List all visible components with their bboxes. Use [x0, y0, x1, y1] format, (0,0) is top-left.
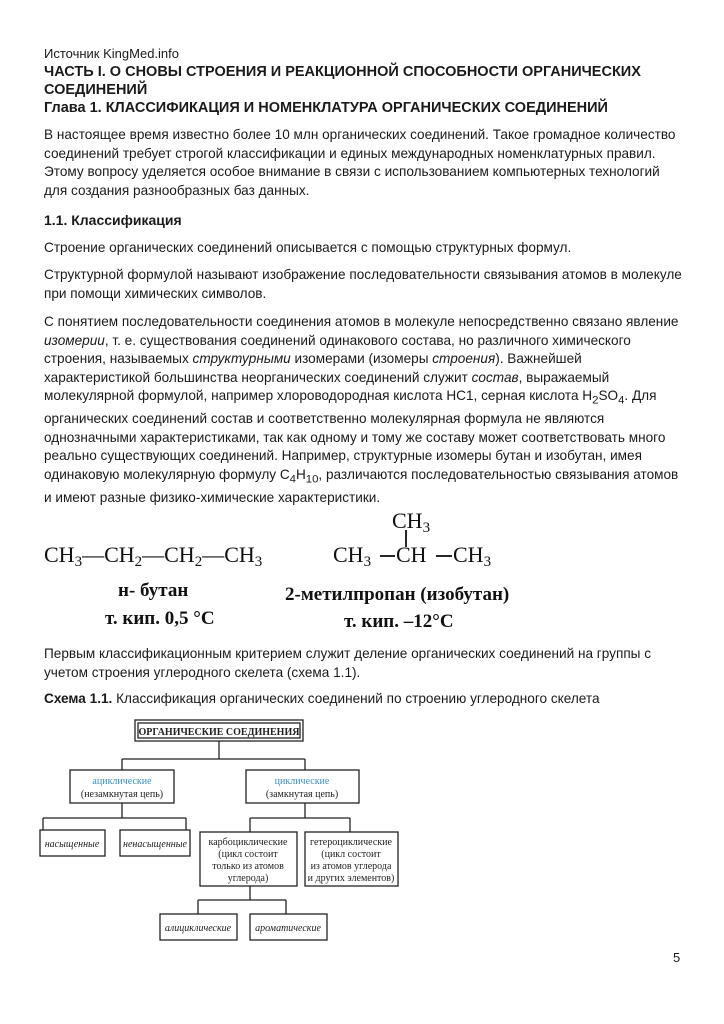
isobutane-boiling-point: т. кип. –12°C [344, 611, 454, 632]
carbocyclic-line-2: (цикл состоит [218, 849, 278, 860]
aromatic-label: ароматические [255, 923, 321, 934]
page-number: 5 [673, 950, 681, 965]
paragraph-structural-formula: Структурной формулой называют изображение последовательности связывания атомов в молекуле при помощи химических символов. [44, 267, 682, 301]
isobutane-top-group: $CH_3$ [392, 508, 431, 536]
heterocyclic-line-1: гетероциклические [310, 837, 392, 848]
isobutane-left-group: $CH_3$ [333, 542, 372, 570]
butane-formula: $CH_3—CH_2—CH_2—CH_3$ [44, 542, 263, 570]
source-line: Источник KingMed.info [44, 46, 179, 61]
alicyclic-label: алициклические [164, 923, 232, 934]
paragraph-isomerism: С понятием последовательности соединения атомов в молекуле непосредственно связано явление изомерии, т. е. существования соединений одинакового состава, но различного химического строения, называемых структурными изомерами (изомеры строения). Важнейшей характеристикой большинства неорганических соединений служит состав, выражаемый молекулярной формулой, например хлороводородная кислота НС1, серная кислота $H_2SO_4$. Для органических соединений состав и соответственно молекулярная формула не являются однозначными характеристиками, так как одному и тому же составу может соответствовать много реально существующих соединений. Например, структурные изомеры бутан и изобутан, имея одинаковую молекулярную формулу $C_4H_{10}$, различаются последовательностью связывания атомов и имеют разные физико-химические характеристики. [44, 314, 679, 505]
cyclic-subtitle: (замкнутая цепь) [265, 789, 339, 800]
heterocyclic-line-2: (цикл состоит [321, 849, 381, 860]
isobutane-center-group: CH [396, 542, 427, 567]
carbocyclic-line-4: углерода) [227, 873, 269, 884]
carbocyclic-line-3: только из атомов [212, 861, 284, 872]
heterocyclic-line-3: из атомов углерода [310, 861, 392, 872]
isobutane-name: 2-метилпропан (изобутан) [285, 584, 510, 605]
scheme-caption: Схема 1.1. Классификация органических соединений по строению углеродного скелета [44, 691, 600, 706]
heterocyclic-line-4: и других элементов) [307, 873, 395, 884]
acyclic-subtitle: (незамкнутая цепь) [80, 789, 164, 800]
paragraph-criterion: Первым классификационным критерием служит деление органических соединений на группы с учетом строения углеродного скелета (схема 1.1). [44, 646, 652, 680]
section-title: 1.1. Классификация [44, 212, 182, 228]
unsaturated-label: ненасыщенные [123, 839, 187, 850]
butane-name: н- бутан [118, 580, 189, 601]
root-label: ОРГАНИЧЕСКИЕ СОЕДИНЕНИЯ [138, 727, 300, 738]
carbocyclic-line-1: карбоциклические [208, 837, 288, 848]
intro-paragraph: В настоящее время известно более 10 млн органических соединений. Такое громадное количество соединений требует строгой классификации и единых международных номенклатурных правил. Этому вопросу уделяется особое внимание в связи с использованием компьютерных технологий для создания разнообразных баз данных. [44, 127, 676, 198]
part-title: ЧАСТЬ I. О СНОВЫ СТРОЕНИЯ И РЕАКЦИОННОЙ СПОСОБНОСТИ ОРГАНИЧЕСКИХ СОЕДИНЕНИЙ [44, 64, 641, 98]
acyclic-title: ациклические [92, 776, 152, 787]
isobutane-right-group: $CH_3$ [453, 542, 492, 570]
cyclic-title: циклические [274, 776, 330, 787]
butane-boiling-point: т. кип. 0,5 °C [105, 608, 215, 629]
paragraph-structure: Строение органических соединений описывается с помощью структурных формул. [44, 240, 572, 255]
chapter-title: Глава 1. КЛАССИФИКАЦИЯ И НОМЕНКЛАТУРА ОРГАНИЧЕСКИХ СОЕДИНЕНИЙ [44, 100, 608, 116]
saturated-label: насыщенные [44, 839, 100, 850]
